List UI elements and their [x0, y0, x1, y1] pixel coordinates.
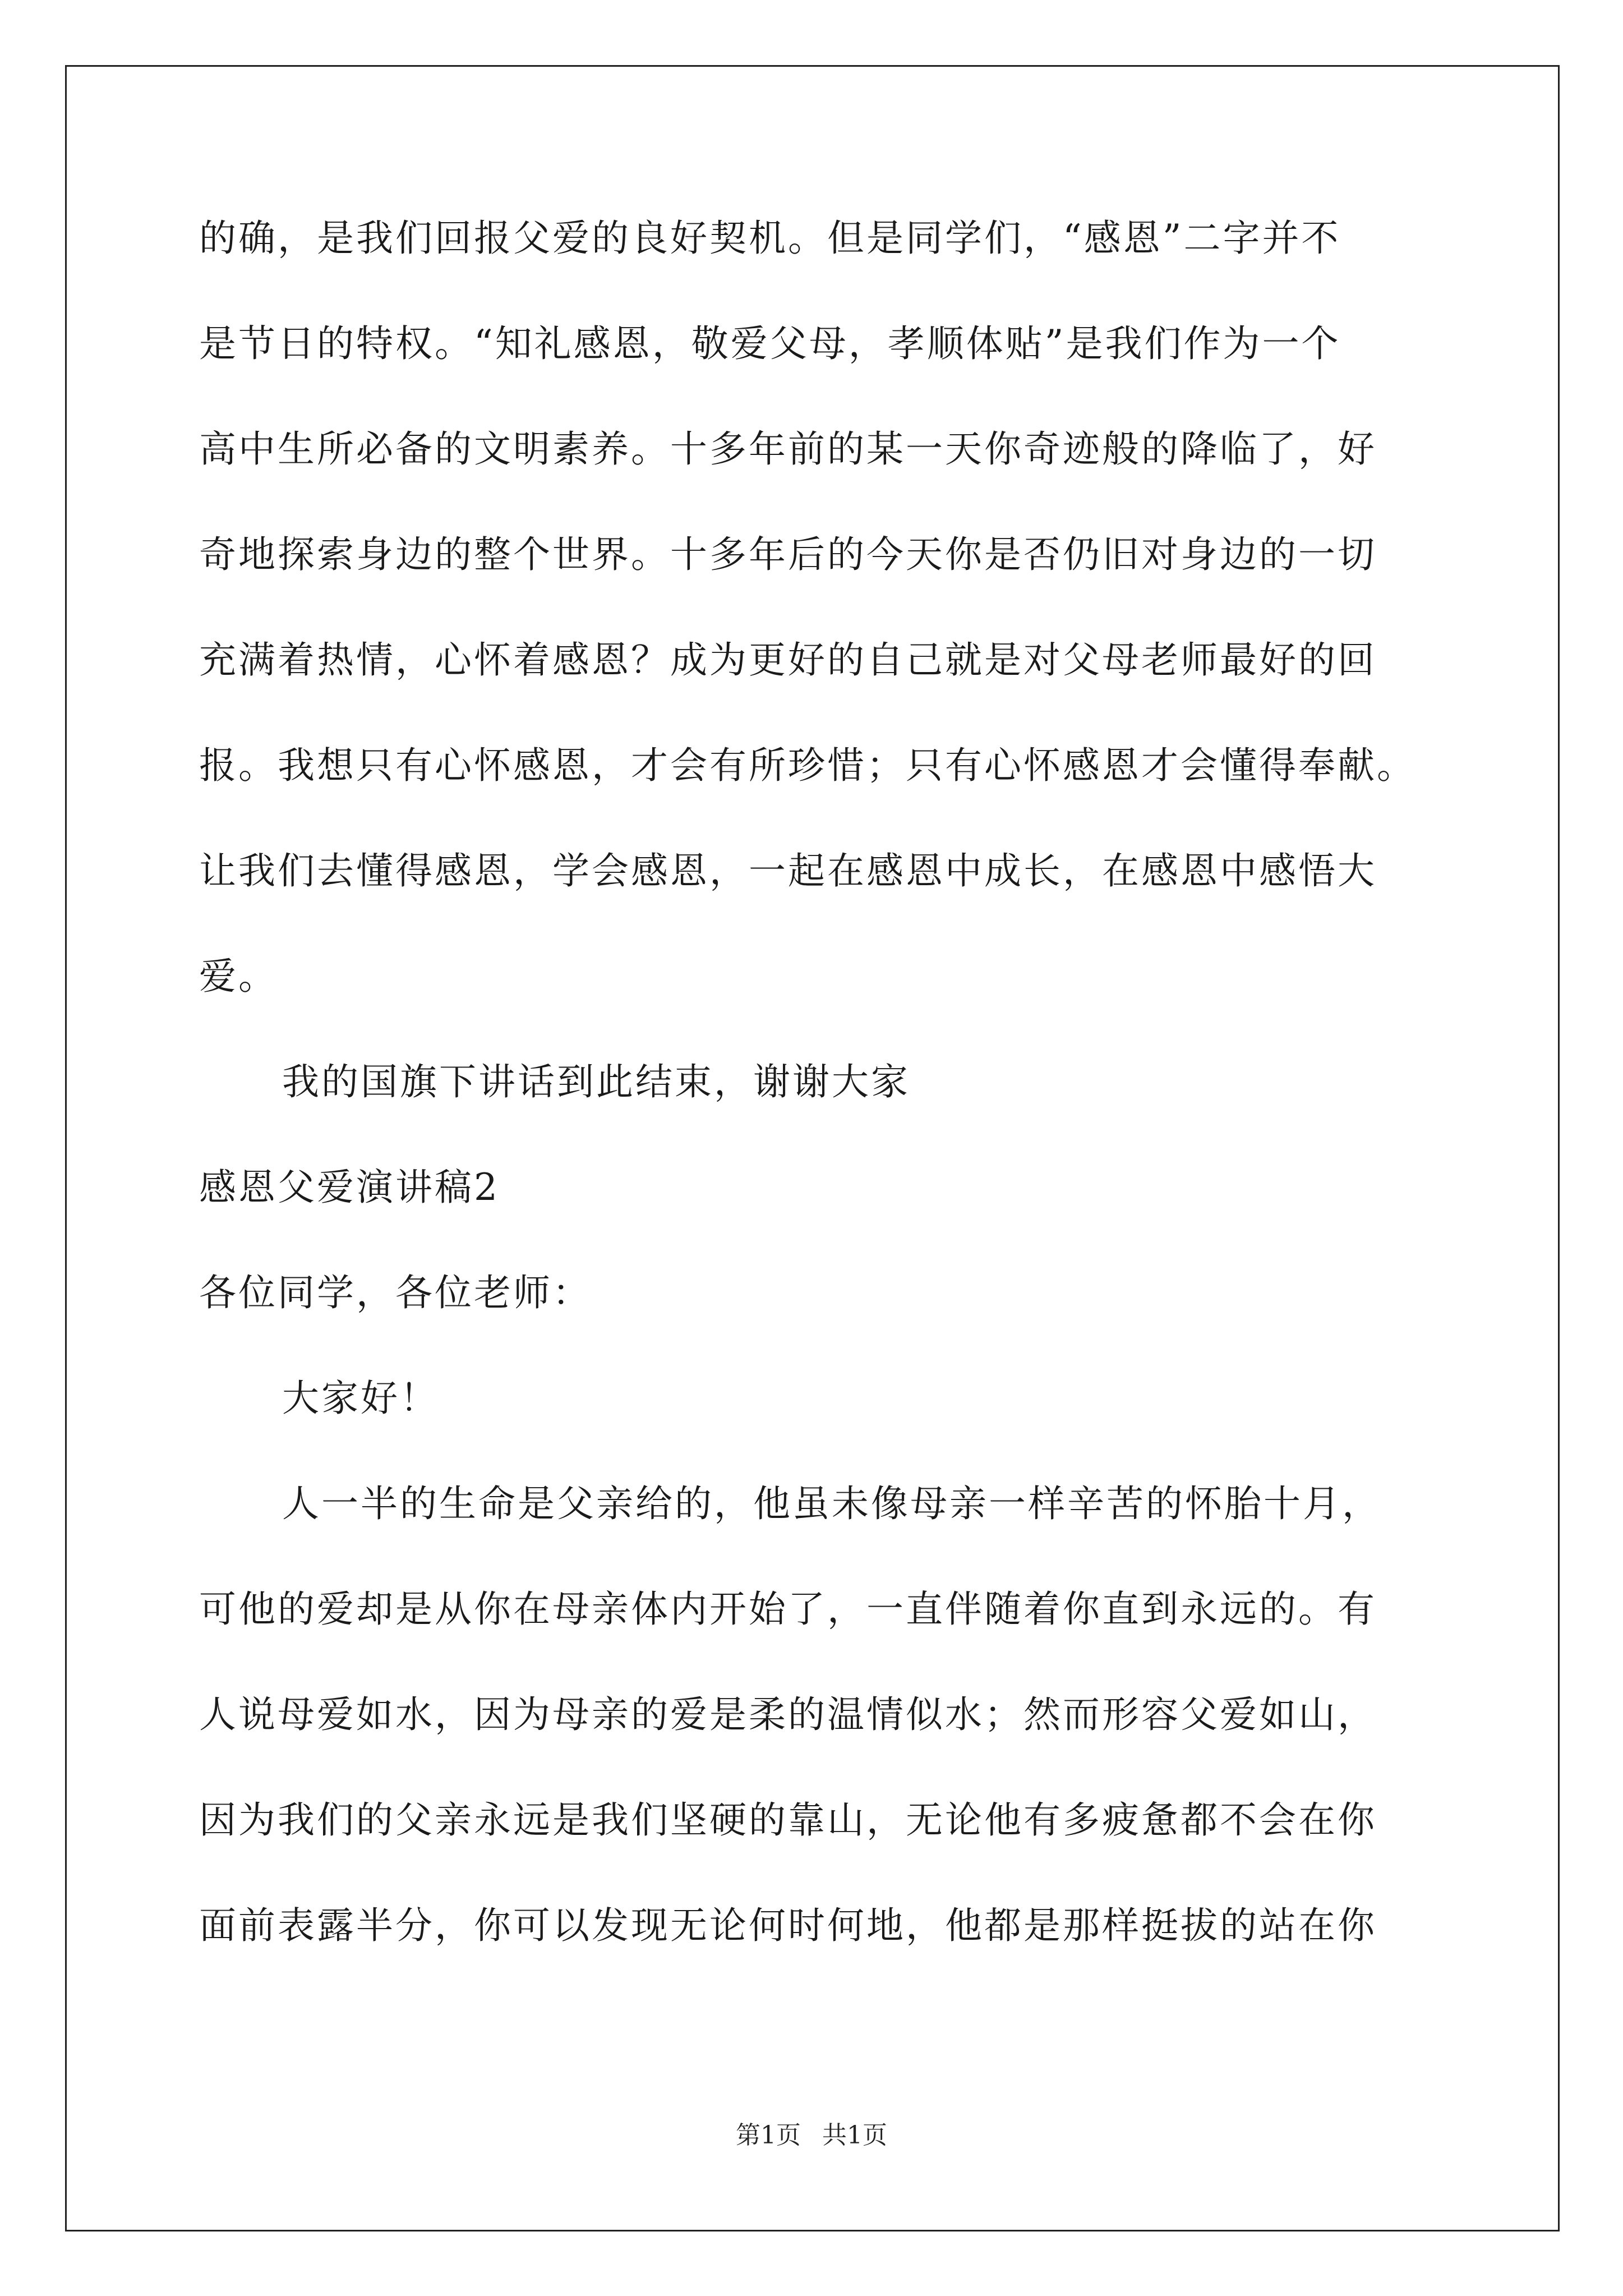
text-line: 面前表露半分，你可以发现无论何时何地，他都是那样挺拔的站在你: [199, 1904, 1377, 1947]
salutation: 各位同学，各位老师：: [199, 1271, 592, 1314]
text-line: 报。我想只有心怀感恩，才会有所珍惜；只有心怀感恩才会懂得奉献。: [199, 744, 1416, 787]
text-line: 人一半的生命是父亲给的，他虽未像母亲一样辛苦的怀胎十月，: [282, 1482, 1381, 1525]
text-line: 让我们去懂得感恩，学会感恩，一起在感恩中成长，在感恩中感悟大: [199, 849, 1377, 892]
text-line: 奇地探索身边的整个世界。十多年后的今天你是否仍旧对身边的一切: [199, 533, 1377, 576]
text-line: 人说母爱如水，因为母亲的爱是柔的温情似水；然而形容父爱如山，: [199, 1693, 1377, 1736]
section-title: 感恩父爱演讲稿2: [199, 1166, 500, 1209]
text-line: 高中生所必备的文明素养。十多年前的某一天你奇迹般的降临了，好: [199, 427, 1377, 471]
greeting: 大家好！: [282, 1377, 439, 1420]
text-line: 爱。: [199, 955, 278, 998]
text-line: 因为我们的父亲永远是我们坚硬的靠山，无论他有多疲惫都不会在你: [199, 1798, 1377, 1842]
text-line: 是节日的特权。“知礼感恩，敬爱父母，孝顺体贴”是我们作为一个: [199, 322, 1341, 365]
text-line: 的确，是我们回报父爱的良好契机。但是同学们，“感恩”二字并不: [199, 217, 1341, 260]
closing-line: 我的国旗下讲话到此结束，谢谢大家: [282, 1060, 910, 1103]
page-number: 第1页: [736, 2121, 801, 2150]
text-line: 可他的爱却是从你在母亲体内开始了，一直伴随着你直到永远的。有: [199, 1588, 1377, 1631]
page-total: 共1页: [822, 2121, 887, 2150]
page-footer: [0, 2115, 1623, 2151]
text-line: 充满着热情，心怀着感恩？成为更好的自己就是对父母老师最好的回: [199, 638, 1377, 682]
document-body: [199, 208, 1472, 2000]
